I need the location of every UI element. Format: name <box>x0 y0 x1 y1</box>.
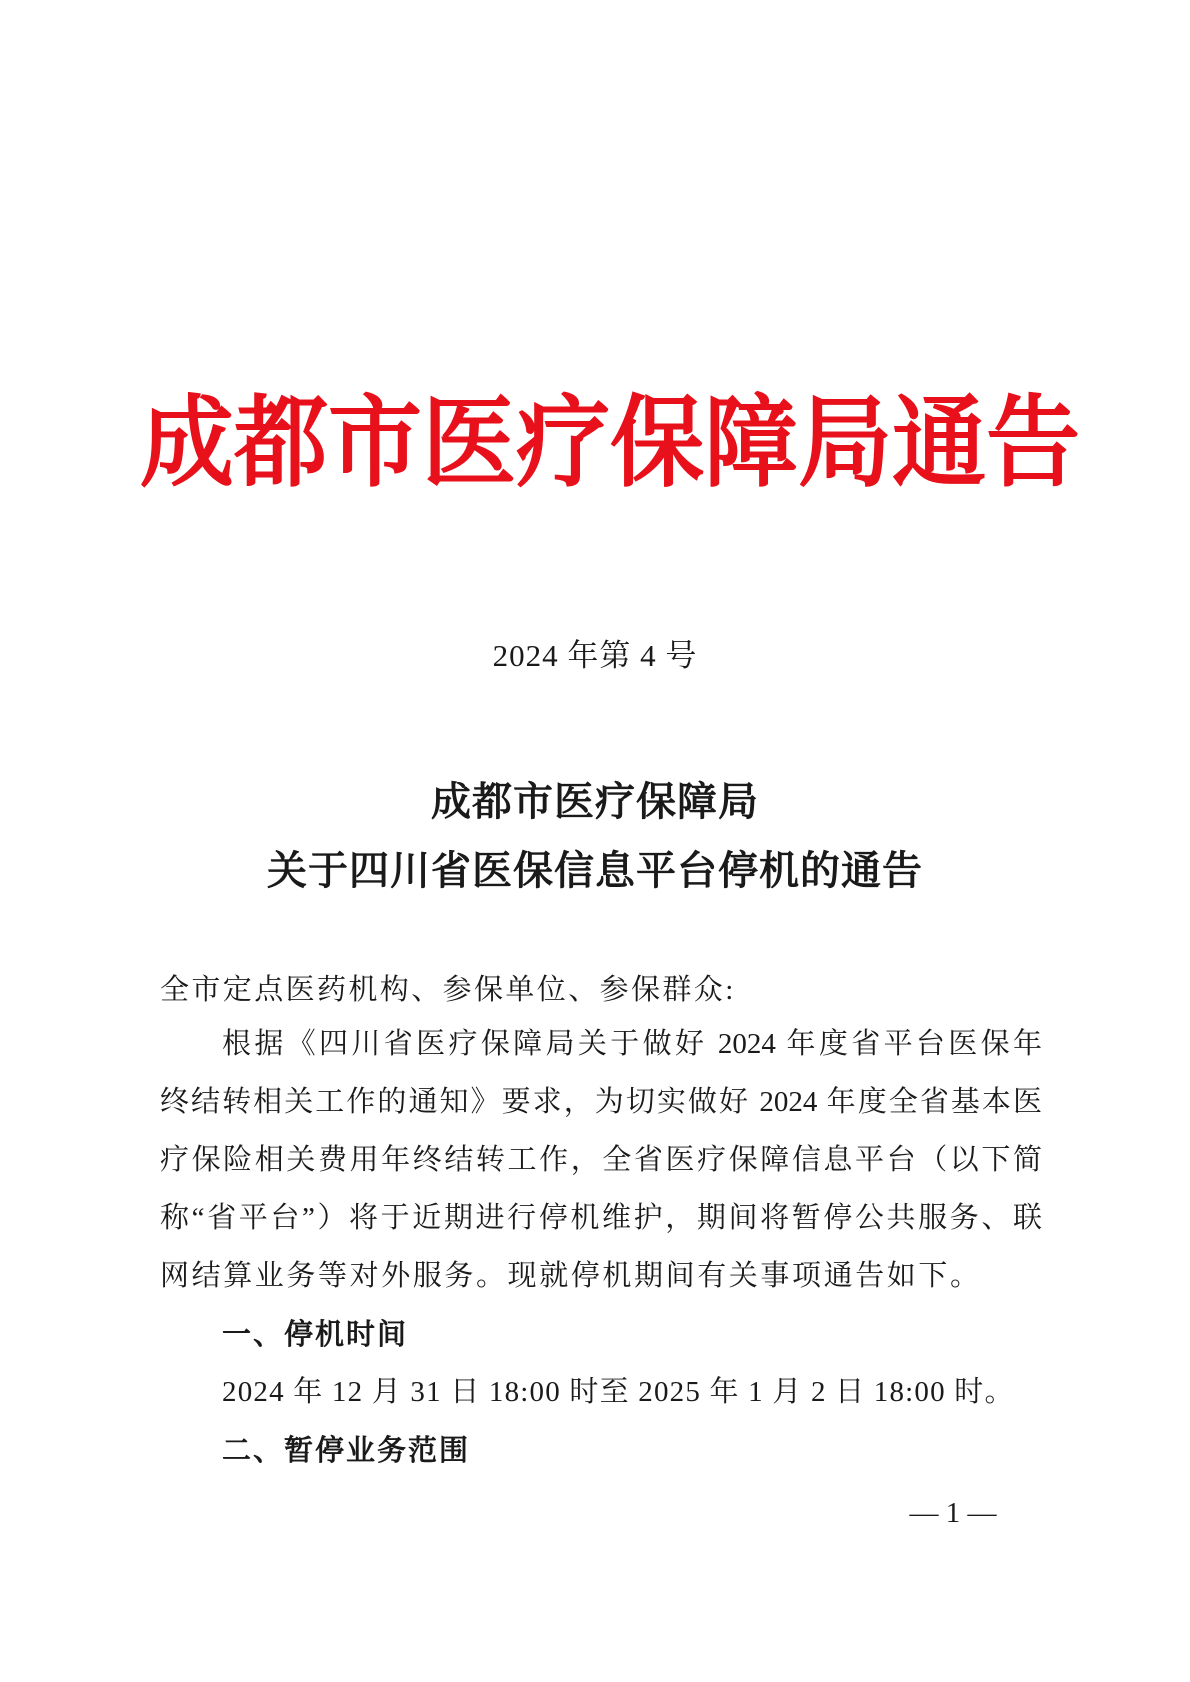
document-number: 2024 年第 4 号 <box>492 638 698 673</box>
masthead-char: 障 <box>704 384 799 502</box>
section-heading-stop-time: 一、停机时间 <box>222 1317 409 1351</box>
masthead-char: 市 <box>328 384 423 502</box>
masthead-char: 都 <box>234 384 329 502</box>
masthead-char: 局 <box>798 384 893 502</box>
paragraph-line: 称“省平台”）将于近期进行停机维护，期间将暂停公共服务、联 <box>160 1202 1042 1234</box>
masthead-char: 通 <box>892 384 987 502</box>
paragraph-line: 终结转相关工作的通知》要求，为切实做好 2024 年度全省基本医 <box>160 1086 1042 1118</box>
section-heading-suspended-scope: 二、暂停业务范围 <box>222 1433 471 1467</box>
document-title-line-1: 成都市医疗保障局 <box>431 778 759 825</box>
document-title-line-2: 关于四川省医保信息平台停机的通告 <box>267 847 923 894</box>
page-number: — 1 — <box>909 1497 997 1529</box>
masthead-char: 医 <box>422 384 517 502</box>
salutation: 全市定点医药机构、参保单位、参保群众: <box>160 974 736 1006</box>
stop-time-text: 2024 年 12 月 31 日 18:00 时至 2025 年 1 月 2 日 18:00 时。 <box>222 1376 1015 1408</box>
paragraph-line: 网结算业务等对外服务。现就停机期间有关事项通告如下。 <box>160 1260 982 1292</box>
masthead-char: 保 <box>610 384 705 502</box>
paragraph-line: 疗保险相关费用年终结转工作，全省医疗保障信息平台（以下简 <box>160 1144 1042 1176</box>
masthead-char: 成 <box>140 384 235 502</box>
paragraph-line: 根据《四川省医疗保障局关于做好 2024 年度省平台医保年 <box>222 1028 1042 1060</box>
masthead-char: 告 <box>986 384 1081 502</box>
masthead-char: 疗 <box>516 384 611 502</box>
masthead-title <box>140 384 1081 502</box>
